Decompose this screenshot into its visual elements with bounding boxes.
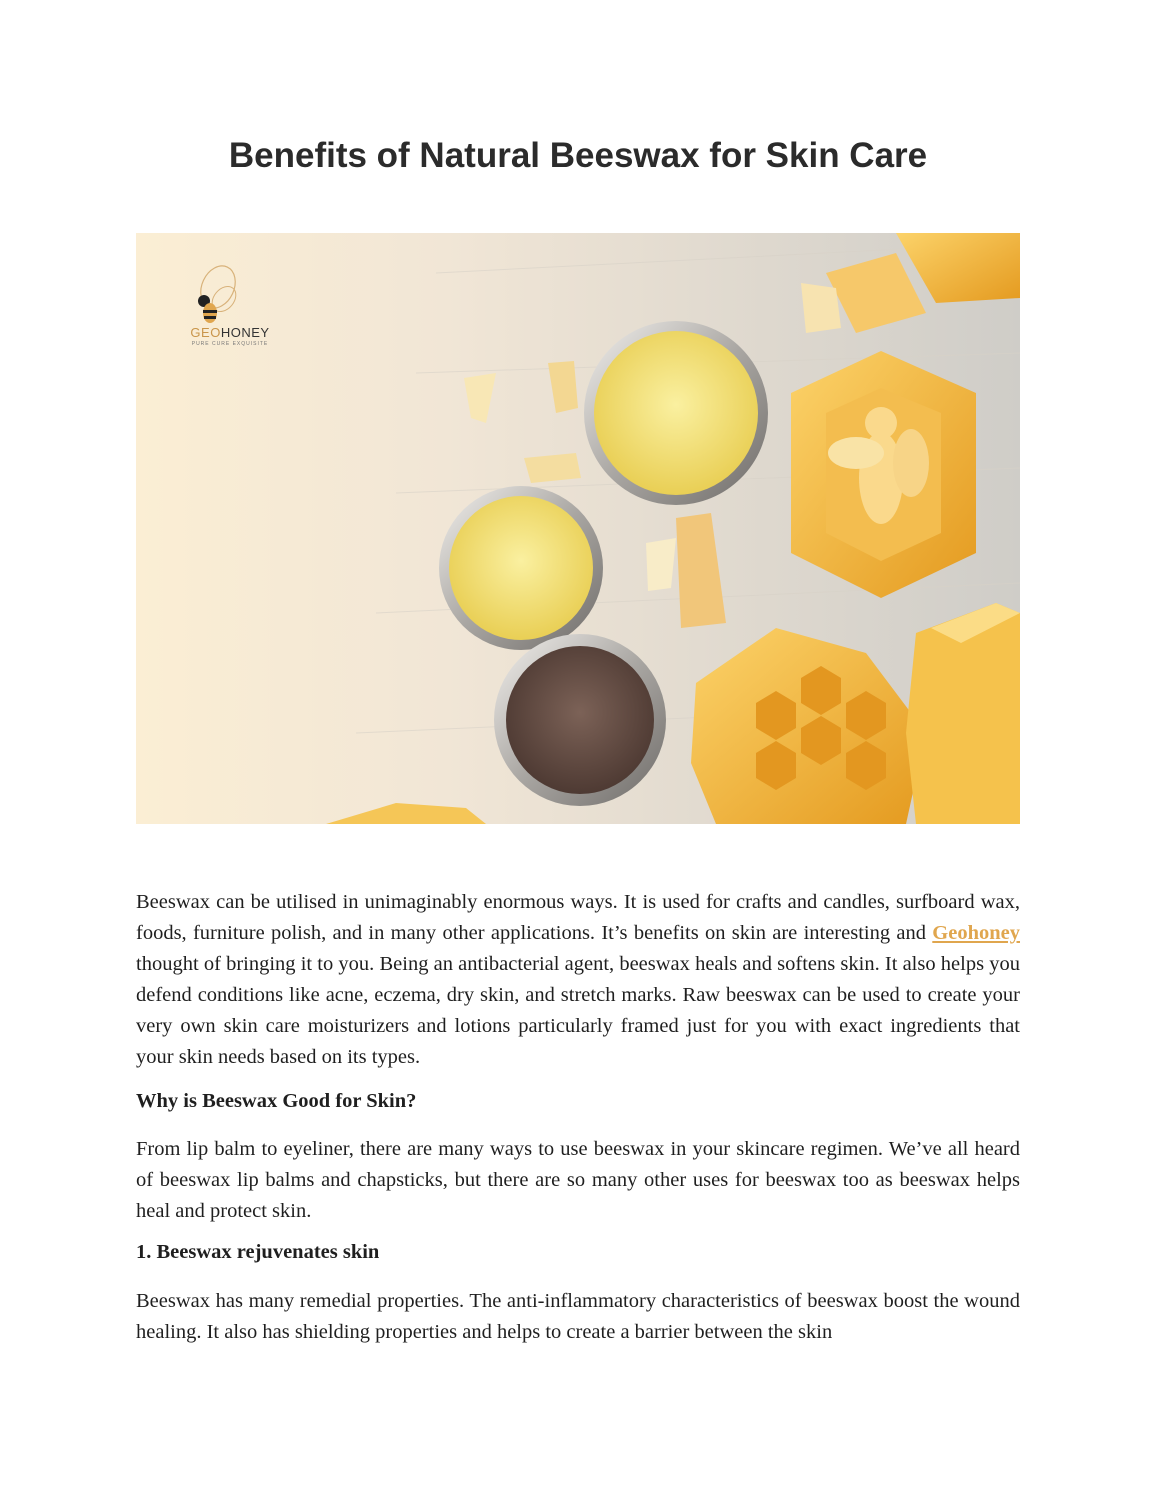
logo-wordmark xyxy=(180,325,280,340)
section-heading-why: Why is Beeswax Good for Skin? xyxy=(136,1090,417,1112)
bee-icon xyxy=(180,263,240,327)
page-title: Benefits of Natural Beeswax for Skin Care xyxy=(228,136,928,175)
intro-text-part2: thought of bringing it to you. Being an antibacterial agent, beeswax heals and softens skin. It also helps you defend conditions like acne, eczema, dry skin, and stretch marks. Raw beeswax can be used to create your very own skin care moisturizers and lotions particularly framed just for you with exact ingredients that your skin needs based on its types. xyxy=(136,953,1020,1068)
geohoney-link[interactable]: Geohoney xyxy=(932,922,1020,944)
section-heading-rejuvenates: 1. Beeswax rejuvenates skin xyxy=(136,1241,380,1263)
intro-text-part1: Beeswax can be utilised in unimaginably enormous ways. It is used for crafts and candles, surfboard wax, foods, furniture polish, and in many other applications. It’s benefits on skin are interesting and xyxy=(136,891,1020,944)
hero-image xyxy=(136,233,1020,824)
logo-wordmark-accent: GEO xyxy=(190,325,221,340)
section-why-paragraph: From lip balm to eyeliner, there are many ways to use beeswax in your skincare regimen. We’ve all heard of beeswax lip balms and chapsticks, but there are so many other uses for beeswax too as beeswax helps heal and protect skin. xyxy=(136,1138,1020,1222)
intro-paragraph xyxy=(136,887,1020,1073)
geohoney-logo xyxy=(180,263,280,347)
logo-tagline: PURE CURE EXQUISITE xyxy=(191,341,269,347)
logo-wordmark-rest: HONEY xyxy=(220,325,270,340)
section-rejuvenates-paragraph: Beeswax has many remedial properties. The anti-inflammatory characteristics of beeswax boost the wound healing. It also has shielding properties and helps to create a barrier between the skin xyxy=(136,1290,1020,1343)
